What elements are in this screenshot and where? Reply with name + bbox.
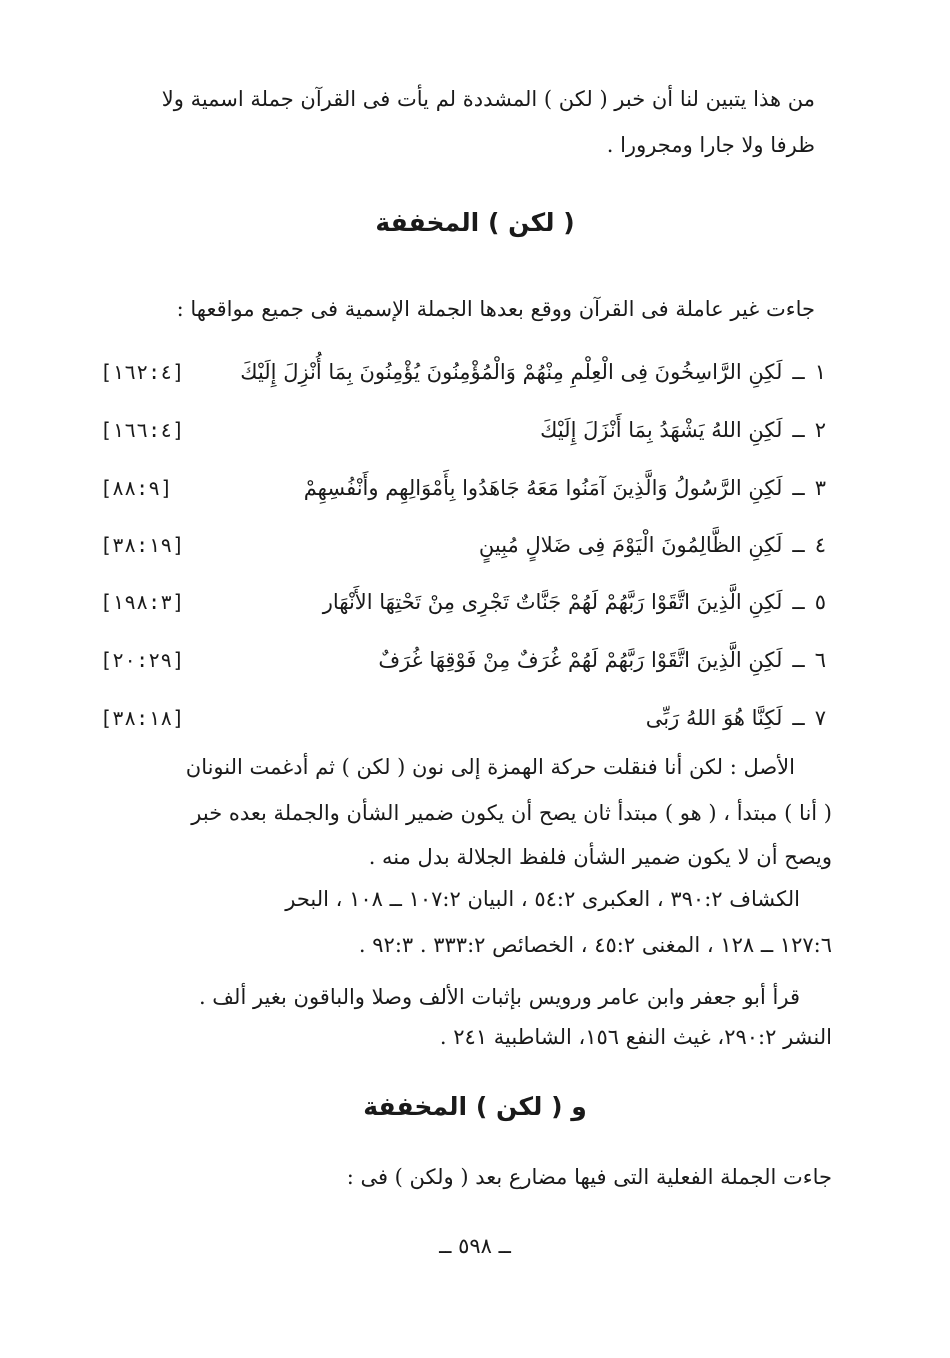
section-heading-1: ( لكن ) المخففة bbox=[375, 208, 575, 237]
note-line-2: ( أنا ) مبتدأ ، ( هو ) مبتدأ ثان يصح أن يكون ضمير الشأن والجملة بعده خبر bbox=[191, 801, 832, 825]
verse-dash: ــ bbox=[792, 418, 805, 442]
intro-line-2: ظرفا ولا جارا ومجرورا . bbox=[606, 133, 815, 157]
note-line-1: الأصل : لكن أنا فنقلت حركة الهمزة إلى نون ( لكن ) ثم أدغمت النونان bbox=[185, 755, 795, 779]
verse-text: لَكِنِ الرَّسُولُ وَالَّذِينَ آمَنُوا مَعَهُ جَاهَدُوا بِأَمْوَالِهِم وأَنْفُسِهِمْ bbox=[303, 476, 783, 500]
citation-line-2: ١٢٧:٦ ــ ١٢٨ ، المغنى ٤٥:٢ ، الخصائص ٣٣٣:٢ . ٩٢:٣ . bbox=[358, 933, 832, 957]
verse-reference: [٨٨:٩] bbox=[100, 476, 173, 500]
intro-line-1: من هذا يتبين لنا أن خبر ( لكن ) المشددة لم يأت فى القرآن جملة اسمية ولا bbox=[161, 87, 815, 111]
verse-text: لَكِنِ اللهُ يَشْهَدُ بِمَا أَنْزَلَ إِلَيْكَ bbox=[540, 418, 783, 442]
verse-dash: ــ bbox=[792, 533, 805, 557]
verse-text: لَكِنِ الَّذِينَ اتَّقَوْا رَبَّهُمْ لَهُمْ غُرَفٌ مِنْ فَوْقِهَا غُرَفٌ bbox=[378, 648, 783, 672]
note-line-3: ويصح أن لا يكون ضمير الشأن فلفظ الجلالة بدل منه . bbox=[368, 845, 832, 869]
verse-number: ٢ bbox=[814, 418, 826, 442]
verse-number: ٣ bbox=[814, 476, 826, 500]
verse-line bbox=[100, 410, 826, 450]
verse-number: ٦ bbox=[814, 648, 826, 672]
citation-line-1: الكشاف ٣٩٠:٢ ، العكبرى ٥٤:٢ ، البيان ١٠٧:٢ ــ ١٠٨ ، البحر bbox=[285, 887, 800, 911]
verse-dash: ــ bbox=[792, 648, 805, 672]
verse-number: ٧ bbox=[814, 706, 826, 730]
verse-reference: [٣٨:١٩] bbox=[100, 533, 185, 557]
verse-line bbox=[100, 352, 826, 392]
verse-dash: ــ bbox=[792, 706, 805, 730]
page-number: ــ ٥٩٨ ــ bbox=[439, 1234, 511, 1258]
verse-text: لَكِنِ الَّذِينَ اتَّقَوْا رَبَّهُمْ لَهُمْ جَنَّاتٌ تَجْرِى مِنْ تَحْتِهَا الأَنْهَار bbox=[322, 590, 783, 614]
verse-text: لَكِنِ الرَّاسِخُونَ فِى الْعِلْمِ مِنْهُمْ وَالْمُؤْمِنُونَ يُؤْمِنُونَ بِمَا أُنْزِلَ إِلَيْكَ bbox=[240, 360, 783, 384]
verse-number: ٥ bbox=[814, 590, 826, 614]
verse-number: ١ bbox=[814, 360, 826, 384]
verse-line bbox=[100, 698, 826, 738]
verse-reference: [١٦٦:٤] bbox=[100, 418, 185, 442]
verse-line bbox=[100, 640, 826, 680]
verse-dash: ــ bbox=[792, 360, 805, 384]
verse-reference: [١٩٨:٣] bbox=[100, 590, 185, 614]
verse-reference: [١٦٢:٤] bbox=[100, 360, 185, 384]
section2-intro: جاءت الجملة الفعلية التى فيها مضارع بعد ( ولكن ) فى : bbox=[346, 1165, 832, 1189]
verse-reference: [٣٨:١٨] bbox=[100, 706, 185, 730]
verse-number: ٤ bbox=[814, 533, 826, 557]
reading-citation: النشر ٢٩٠:٢، غيث النفع ١٥٦، الشاطبية ٢٤١ . bbox=[439, 1025, 832, 1049]
reading-note: قرأ أبو جعفر وابن عامر ورويس بإثبات الألف وصلا والباقون بغير ألف . bbox=[198, 985, 800, 1009]
verse-line bbox=[100, 582, 826, 622]
verse-line bbox=[100, 468, 826, 508]
verse-text: لَكِنَّا هُوَ اللهُ رَبِّى bbox=[645, 706, 783, 730]
verse-line bbox=[100, 525, 826, 565]
section1-intro: جاءت غير عاملة فى القرآن ووقع بعدها الجملة الإسمية فى جميع مواقعها : bbox=[176, 297, 815, 321]
verse-dash: ــ bbox=[792, 590, 805, 614]
verse-dash: ــ bbox=[792, 476, 805, 500]
section-heading-2: و ( لكن ) المخففة bbox=[363, 1092, 587, 1121]
verse-reference: [٢٠:٢٩] bbox=[100, 648, 185, 672]
verse-text: لَكِنِ الظَّالِمُونَ الْيَوْمَ فِى ضَلالٍ مُبِينٍ bbox=[478, 533, 783, 557]
